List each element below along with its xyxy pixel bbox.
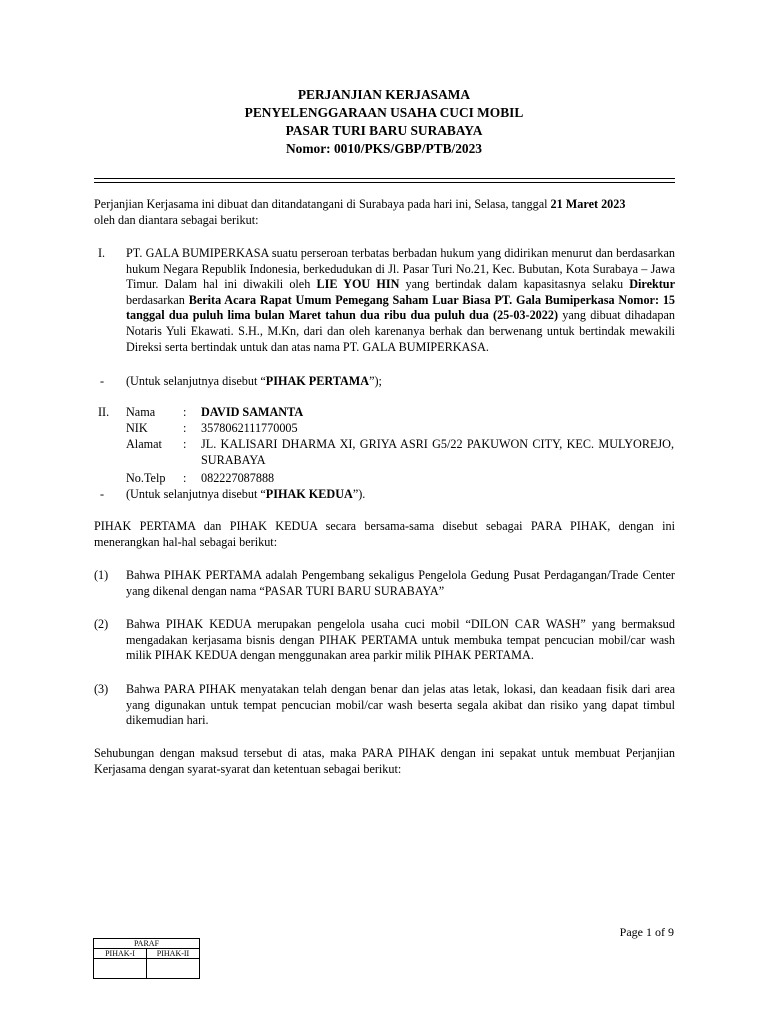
recital-3 bbox=[94, 682, 675, 729]
field-colon: : bbox=[183, 471, 187, 485]
party-one-reference bbox=[94, 374, 675, 390]
party-two-address: JL. KALISARI DHARMA XI, GRIYA ASRI G5/22 PAKUWON CITY, KEC. MULYOREJO, SURABAYA bbox=[201, 437, 674, 467]
closing-paragraph: Sehubungan dengan maksud tersebut di atas, maka PARA PIHAK dengan ini sepakat untuk membuat Perjanjian Kerjasama dengan syarat-syarat dan ketentuan sebagai berikut: bbox=[94, 746, 675, 776]
recital-text: Bahwa PIHAK KEDUA merupakan pengelola usaha cuci mobil “DILON CAR WASH” yang bermaksud mengadakan kerjasama bisnis dengan PIHAK PERTAMA untuk membuka tempat pencucian mobil/car wash milik PIHAK KEDUA dengan menggunakan area parkir milik PIHAK PERTAMA. bbox=[126, 617, 675, 663]
party-one-text-2: yang bertindak dalam kapasitasnya selaku bbox=[399, 277, 630, 292]
field-label: No.Telp bbox=[126, 471, 166, 485]
title-line-3: PASAR TURI BARU SURABAYA bbox=[285, 123, 483, 138]
party-one-reference-text bbox=[126, 374, 675, 390]
party-two-reference-text bbox=[126, 487, 675, 503]
party-two-row-nik bbox=[126, 421, 674, 437]
deed-reference: Berita Acara Rapat Umum Pemegang Saham Luar Biasa PT. Gala Bumiperkasa Nomor: 15 tanggal dua puluh lima bulan Maret tahun dua ribu dua puluh dua (25-03-2022) bbox=[126, 292, 676, 323]
ref-prefix: (Untuk selanjutnya disebut “ bbox=[126, 487, 266, 501]
title-line-1: PERJANJIAN KERJASAMA bbox=[297, 87, 471, 102]
field-colon: : bbox=[183, 437, 187, 451]
page-number: Page 1 of 9 bbox=[619, 925, 674, 939]
agreement-date: 21 Maret 2023 bbox=[550, 197, 626, 211]
paraf-sign-pihak-1 bbox=[94, 959, 147, 979]
dash-marker: - bbox=[100, 487, 105, 501]
paraf-box bbox=[93, 938, 200, 979]
representative-name: LIE YOU HIN bbox=[316, 277, 400, 292]
ref-suffix: ”); bbox=[369, 374, 382, 388]
recital-number: (2) bbox=[94, 617, 109, 631]
paraf-col-pihak-1: PIHAK-I bbox=[94, 949, 147, 959]
divider-bottom bbox=[94, 182, 675, 183]
title-line-2: PENYELENGGARAAN USAHA CUCI MOBIL bbox=[244, 105, 524, 120]
party-one-body bbox=[126, 246, 675, 355]
party-one-text-1: PT. GALA BUMIPERKASA suatu perseroan terbatas berbadan hukum yang didirikan menurut dan berdasarkan hukum Negara Republik Indonesia, berkedudukan di Jl. Pasar Turi No.21, Kec. Bubutan, Kota Surabaya – Jawa Timur. Dalam hal ini diwakili oleh bbox=[126, 246, 675, 292]
document-title bbox=[94, 86, 674, 158]
dash-marker: - bbox=[100, 374, 105, 388]
party-two-name: DAVID SAMANTA bbox=[201, 405, 304, 419]
recital-number: (3) bbox=[94, 682, 109, 696]
recital-number: (1) bbox=[94, 568, 109, 582]
party-two-nik: 3578062111770005 bbox=[201, 421, 298, 435]
paraf-sign-pihak-2 bbox=[147, 959, 200, 979]
party-two-reference bbox=[94, 487, 675, 503]
field-colon: : bbox=[183, 405, 187, 419]
document-number: Nomor: 0010/PKS/GBP/PTB/2023 bbox=[285, 141, 483, 156]
recital-2 bbox=[94, 617, 675, 664]
field-label: Alamat bbox=[126, 437, 162, 451]
recital-text: Bahwa PARA PIHAK menyatakan telah dengan benar dan jelas atas letak, lokasi, dan keadaan fisik dari area yang digunakan untuk tempat pencucian mobil/car wash beserta segala akibat dan risiko yang dapat timbul dikemudian hari. bbox=[126, 682, 675, 728]
para-pihak-paragraph: PIHAK PERTAMA dan PIHAK KEDUA secara bersama-sama disebut sebagai PARA PIHAK, dengan ini menerangkan hal-hal sebagai berikut: bbox=[94, 519, 675, 549]
party-two-row-address bbox=[126, 437, 674, 469]
ref-suffix: ”). bbox=[352, 487, 366, 501]
party-two-row-phone bbox=[126, 471, 674, 487]
party-one-marker: I. bbox=[98, 246, 106, 260]
party-one-text-3: berdasarkan bbox=[126, 292, 189, 307]
intro-text-2: oleh dan diantara sebagai berikut: bbox=[94, 212, 259, 227]
party-one-designation: PIHAK PERTAMA bbox=[265, 374, 370, 388]
paraf-title: PARAF bbox=[94, 939, 200, 949]
party-two-marker: II. bbox=[98, 405, 110, 419]
field-colon: : bbox=[183, 421, 187, 435]
party-one-text-4: yang dibuat dihadapan Notaris Yuli Ekawati. S.H., M.Kn, dari dan oleh karenanya berhak dan berwenang untuk bertindak mewakili Direksi serta bertindak untuk dan atas nama PT. GALA BUMIPERKASA. bbox=[126, 308, 675, 354]
recital-text: Bahwa PIHAK PERTAMA adalah Pengembang sekaligus Pengelola Gedung Pusat Perdagangan/Trade Center yang dikenal dengan nama “PASAR TURI BARU SURABAYA” bbox=[126, 568, 675, 598]
divider-top bbox=[94, 178, 675, 179]
ref-prefix: (Untuk selanjutnya disebut “ bbox=[126, 374, 266, 388]
party-two-phone: 082227087888 bbox=[201, 471, 275, 485]
party-two-row-name bbox=[126, 405, 674, 421]
party-two-designation: PIHAK KEDUA bbox=[265, 487, 353, 501]
recital-1 bbox=[94, 568, 675, 599]
paraf-col-pihak-2: PIHAK-II bbox=[147, 949, 200, 959]
party-one bbox=[94, 246, 675, 355]
field-label: Nama bbox=[126, 405, 156, 419]
intro-paragraph bbox=[94, 197, 675, 228]
representative-role: Direktur bbox=[629, 277, 675, 292]
intro-text: Perjanjian Kerjasama ini dibuat dan ditandatangani di Surabaya pada hari ini, Selasa, tanggal bbox=[94, 197, 551, 211]
field-label: NIK bbox=[126, 421, 148, 435]
